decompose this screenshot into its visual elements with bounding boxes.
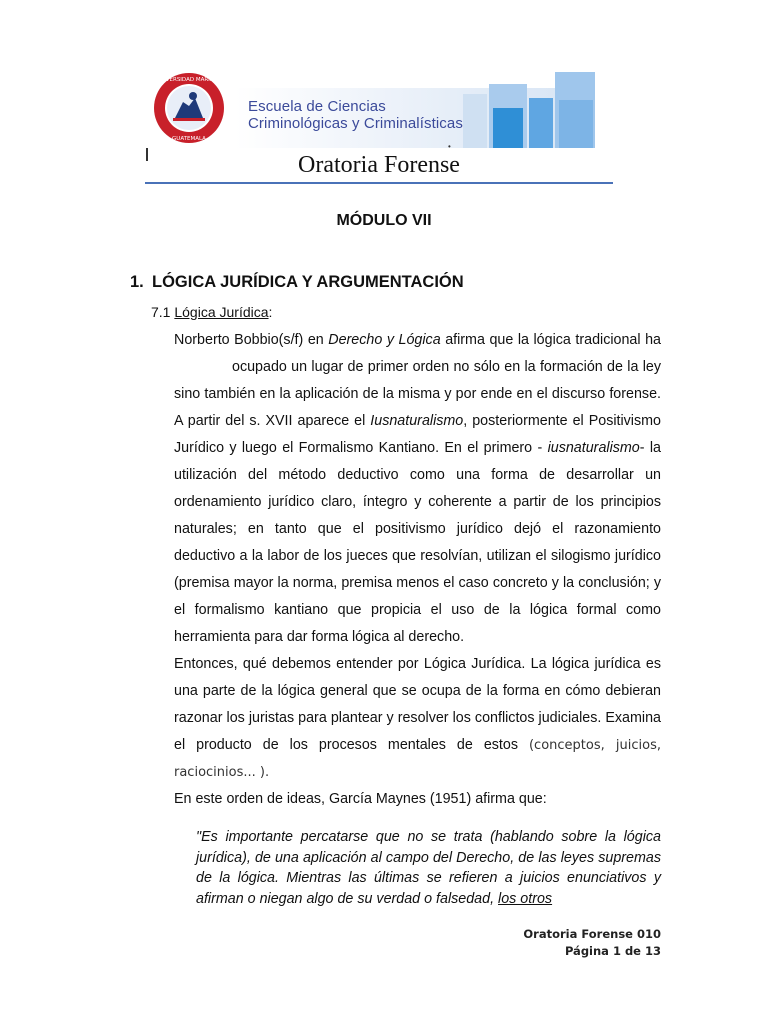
svg-text:GUATEMALA: GUATEMALA [172,136,206,142]
paragraph-1-term-iusnaturalismo: Iusnaturalismo [370,413,464,429]
paragraph-1-text-e: - la utilización del método deductivo como una forma de desarrollar un ordenamiento jurídico claro, íntegro y coherente a partir de los principios naturales; en tanto que el positivismo jurídico dejó el razonamiento deductivo a la labor de los jueces que resolvían, utilizan el silogismo jurídico (premisa mayor la norma, premisa menos el caso concreto y la conclusión; y el formalismo kantiano que propicia el uso de la lógica formal como herramienta para dar forma lógica al derecho. [174,440,661,645]
paragraph-2-examples: (conceptos, juicios, raciocinios... ). [174,738,661,780]
paragraph-1-text-b: afirma que la lógica tradicional ha [440,332,661,348]
body-text [174,327,661,813]
block-quote [196,827,661,909]
paragraph-1-text-a: Norberto Bobbio(s/f) en [174,332,329,348]
school-name-line1: Escuela de Ciencias [248,98,386,115]
page-footer [523,926,661,960]
footer-page-number: Página 1 de 13 [564,944,661,958]
section-heading [130,273,464,292]
svg-text:UNIVERSIDAD MARIANO: UNIVERSIDAD MARIANO [156,77,222,83]
header-rule [145,182,613,184]
paragraph-1-term-iusnaturalismo-2: iusnaturalismo [547,440,640,456]
paragraph-1 [174,327,661,651]
university-seal-logo [153,72,225,144]
subsection-heading [151,304,272,320]
paragraph-2-text: Entonces, qué debemos entender por Lógica Jurídica. La lógica jurídica es una parte de la lógica general que se ocupa de la forma en cómo debieran razonar los juristas para plantear y resolver los conflictos judiciales. Examina el producto de los procesos mentales de estos [174,656,661,753]
section-title: LÓGICA JURÍDICA Y ARGUMENTACIÓN [152,273,464,291]
block-quote-underlined: los otros [498,890,553,907]
module-title: MÓDULO VII [336,212,432,229]
paragraph-1-text-d: , posteriormente el Positivismo Jurídico y luego el Formalismo Kantiano. En el primero - [174,413,661,456]
paragraph-2 [174,651,661,786]
paragraph-1-text-c: ocupado un lugar de primer orden no sólo en la formación de la ley sino también en la aplicación de la misma y por ende en el discurso forense. A partir del s. XVII aparece el [174,359,661,429]
section-number: 1. [130,273,144,291]
paragraph-3: En este orden de ideas, García Maynes (1951) afirma que: [174,791,547,807]
school-name-line2: Criminológicas y Criminalísticas [248,115,463,132]
school-name [248,98,478,151]
footer-course: Oratoria Forense 010 [523,927,661,941]
subsection-number: 7.1 [151,304,175,320]
subsection-title: Lógica Jurídica [174,304,269,320]
subsection-suffix: : [268,304,273,320]
block-quote-text: "Es importante percatarse que no se trata (hablando sobre la lógica jurídica), de una aplicación al campo del Derecho, de las leyes supremas de la lógica. Mientras las últimas se refieren a juicios enunciativos y afirman o niegan algo de su verdad o falsedad, [196,829,661,907]
paragraph-1-book-title: Derecho y Lógica [328,332,441,348]
header-decorative-blocks [463,72,599,148]
decorative-dot: • [448,142,451,151]
document-header [145,68,613,188]
course-title: Oratoria Forense [298,152,460,178]
